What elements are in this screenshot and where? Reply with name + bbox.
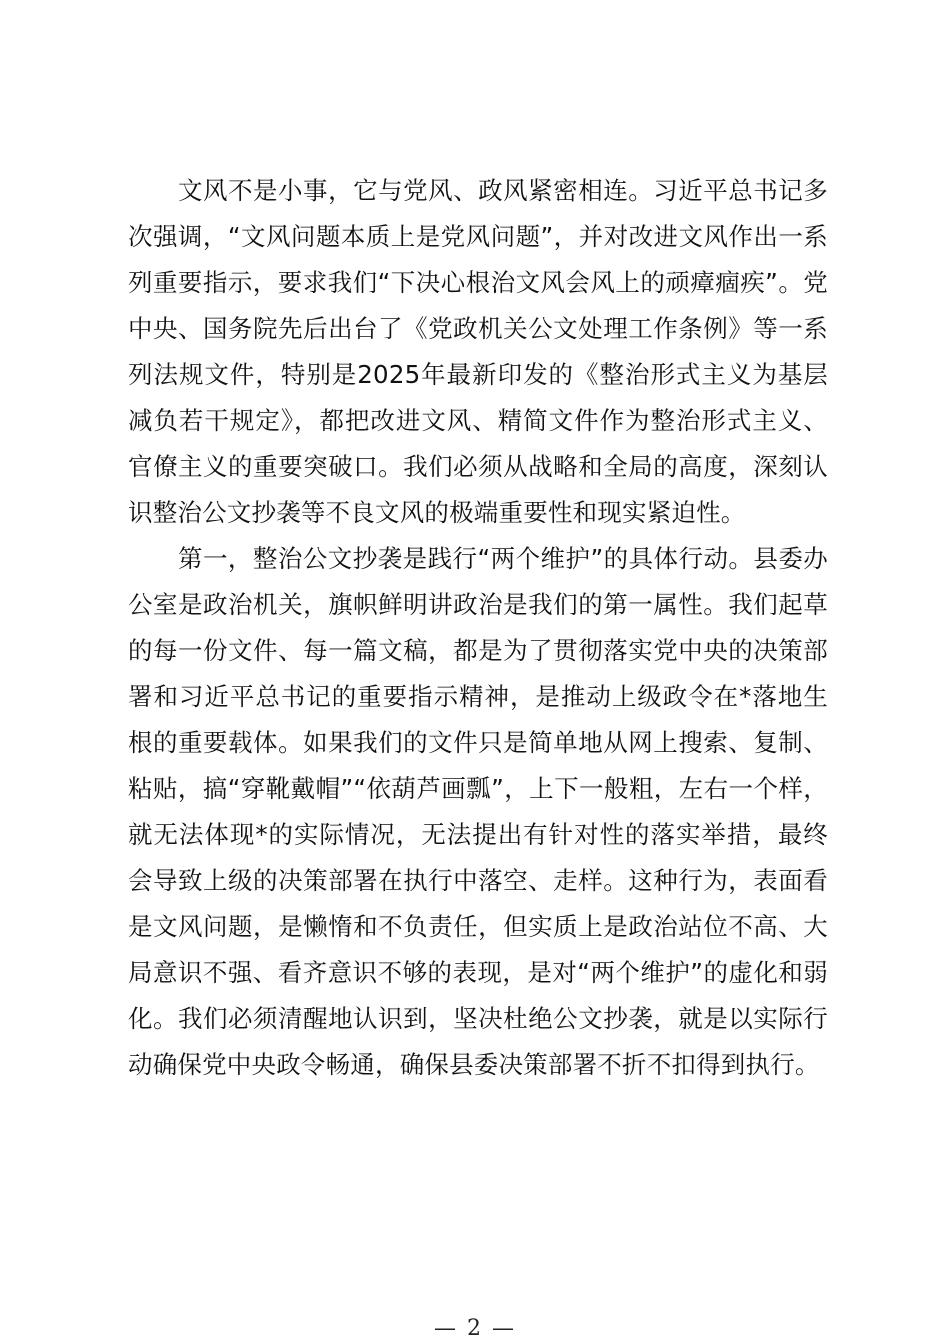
paragraph-first-point: 第一，整治公文抄袭是践行“两个维护”的具体行动。县委办公室是政治机关，旗帜鲜明讲政治是我们的第一属性。我们起草的每一份文件、每一篇文稿，都是为了贯彻落实党中央的决策部署和习近平总书记的重要指示精神，是推动上级政令在*落地生根的重要载体。如果我们的文件只是简单地从网上搜索、复制、粘贴，搞“穿靴戴帽”“依葫芦画瓢”，上下一般粗，左右一个样，就无法体现*的实际情况，无法提出有针对性的落实举措，最终会导致上级的决策部署在执行中落空、走样。这种行为，表面看是文风问题，是懒惰和不负责任，但实质上是政治站位不高、大局意识不强、看齐意识不够的表现，是对“两个维护”的虚化和弱化。我们必须清醒地认识到，坚决杜绝公文抄袭，就是以实际行动确保党中央政令畅通，确保县委决策部署不折不扣得到执行。	[128, 544, 828, 1079]
paragraph-intro: 文风不是小事，它与党风、政风紧密相连。习近平总书记多次强调，“文风问题本质上是党风问题”，并对改进文风作出一系列重要指示，要求我们“下决心根治文风会风上的顽瘴痼疾”。党中央、国务院先后出台了《党政机关公文处理工作条例》等一系列法规文件，特别是2025年最新印发的《整治形式主义为基层减负若干规定》，都把改进文风、精简文件作为整治形式主义、官僚主义的重要突破口。我们必须从战略和全局的高度，深刻认识整治公文抄袭等不良文风的极端重要性和现实紧迫性。	[128, 176, 828, 527]
page-number: — 2 —	[434, 1316, 516, 1341]
document-body	[128, 168, 828, 1088]
